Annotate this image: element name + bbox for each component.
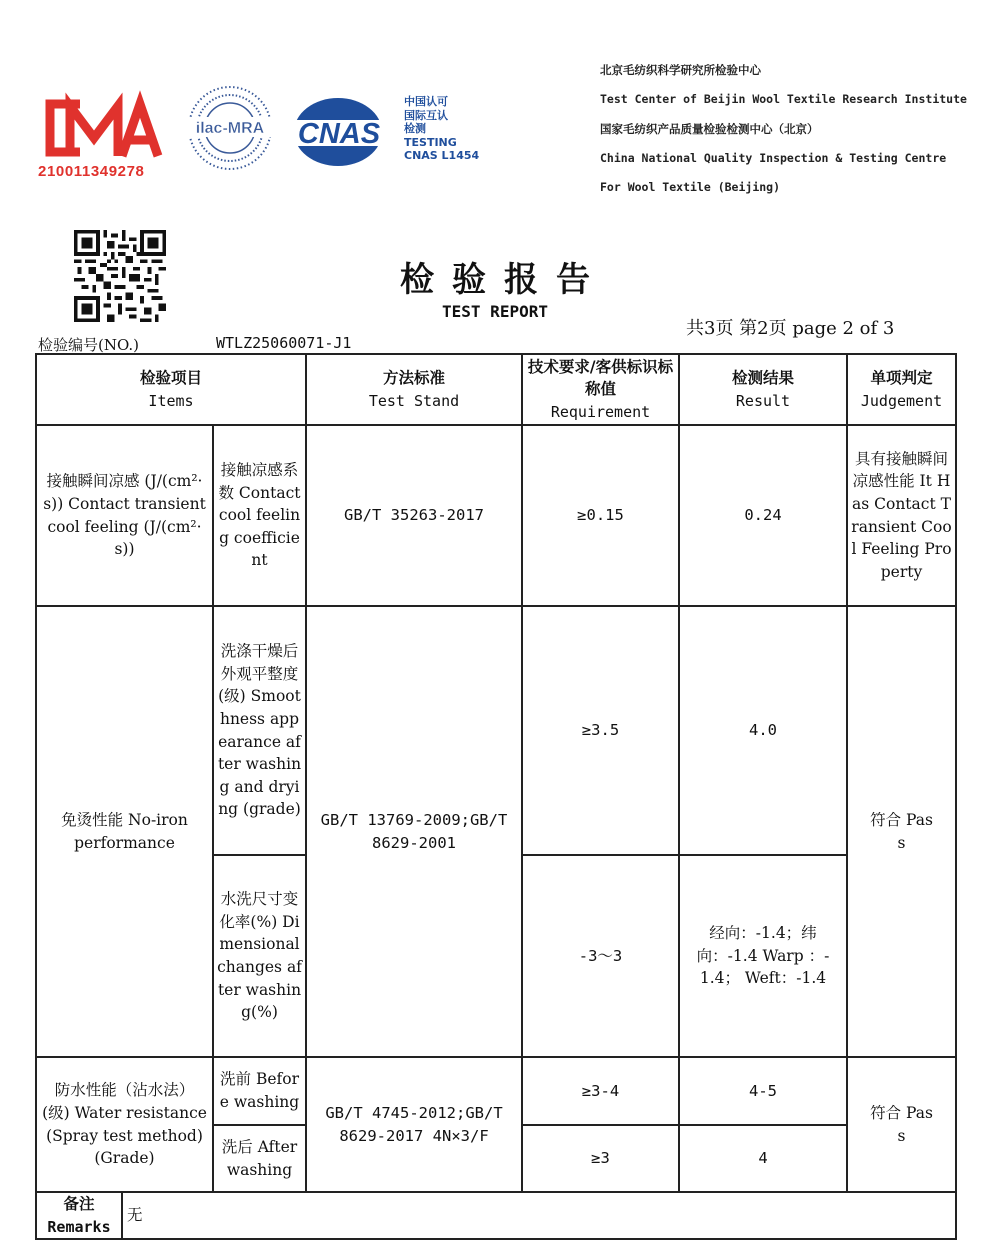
report-title: 检验报告 <box>400 260 608 300</box>
header-judge-cn: 单项判定 <box>870 367 933 387</box>
cma-logo <box>36 90 166 182</box>
header-judge-en: Judgement <box>860 391 943 410</box>
cnas-line: 国际互认 <box>404 108 448 122</box>
header-method-en: Test Stand <box>368 391 460 410</box>
subitem-smoothness: 洗涤干燥后外观平整度(级) Smoothness appearance after washing and drying (grade) <box>213 606 306 855</box>
national-center-name-en: China National Quality Inspection & Testing Centre <box>600 151 947 165</box>
table-row <box>36 425 956 606</box>
method-cool: GB/T 35263-2017 <box>306 425 522 606</box>
item-water-resistance: 防水性能（沾水法）(级) Water resistance (Spray test method) (Grade) <box>36 1057 213 1192</box>
table-header-row <box>36 354 956 425</box>
header-result-cn: 检测结果 <box>731 367 794 387</box>
institution-name-en: Test Center of Beijin Wool Textile Research Institute <box>600 92 967 106</box>
header-method-cn: 方法标准 <box>382 367 445 387</box>
method-water-resistance: GB/T 4745-2012;GB/T 8629-2017 4N×3/F <box>306 1057 522 1192</box>
header-items <box>36 354 306 425</box>
judgement-water-resistance: 符合 Pass <box>847 1057 956 1192</box>
ilac-text: ilac-MRA <box>195 120 265 137</box>
requirement-before-washing: ≥3-4 <box>522 1057 679 1125</box>
remarks-label-cn: 备注 <box>63 1194 95 1213</box>
remarks-row <box>36 1192 956 1239</box>
remarks-label-en: Remarks <box>47 1217 111 1236</box>
header-items-cn: 检验项目 <box>139 367 202 387</box>
institution-name-cn: 北京毛纺织科学研究所检验中心 <box>600 63 761 77</box>
cnas-line: CNAS L1454 <box>404 149 480 162</box>
requirement-dimensional-change: -3～3 <box>522 855 679 1057</box>
national-center-name-cn: 国家毛纺织产品质量检验检测中心（北京） <box>600 122 819 136</box>
subitem-before-washing: 洗前 Before washing <box>213 1057 306 1125</box>
judgement-cool: 具有接触瞬间凉感性能 It Has Contact Transient Cool Feeling Property <box>847 425 956 606</box>
table-row <box>36 606 956 855</box>
result-after-washing: 4 <box>679 1125 847 1192</box>
result-cool: 0.24 <box>679 425 847 606</box>
report-no-value: WTLZ25060071-J1 <box>216 334 352 352</box>
cnas-line: TESTING <box>404 135 457 149</box>
header-items-en: Items <box>148 391 194 410</box>
result-before-washing: 4-5 <box>679 1057 847 1125</box>
header-judgement <box>847 354 956 425</box>
report-no-label: 检验编号(NO.) <box>38 336 140 354</box>
item-cool-feeling: 接触瞬间凉感 (J/(cm²·s)) Contact transient cool feeling (J/(cm²·s)) <box>36 425 213 606</box>
ilac-mra-logo <box>186 84 274 172</box>
requirement-after-washing: ≥3 <box>522 1125 679 1192</box>
cnas-line: 中国认可 <box>404 95 448 108</box>
subitem-cool-coefficient: 接触凉感系数 Contact cool feeling coefficient <box>213 425 306 606</box>
remarks-value: 无 <box>122 1192 956 1239</box>
requirement-cool: ≥0.15 <box>522 425 679 606</box>
table-row <box>36 1057 956 1125</box>
cnas-mark: CNAS <box>297 118 381 150</box>
cma-number: 210011349278 <box>38 163 145 180</box>
header-req-cn: 技术要求/客供标识标称值 <box>527 356 674 399</box>
cnas-accreditation-text <box>404 95 479 163</box>
cnas-line: 检测 <box>404 122 426 135</box>
cnas-logo <box>288 96 392 168</box>
subitem-after-washing: 洗后 After washing <box>213 1125 306 1192</box>
header-result <box>679 354 847 425</box>
requirement-smoothness: ≥3.5 <box>522 606 679 855</box>
national-center-name-en-2: For Wool Textile (Beijing) <box>600 180 781 194</box>
method-no-iron: GB/T 13769-2009;GB/T 8629-2001 <box>306 606 522 1057</box>
subitem-dimensional-change: 水洗尺寸变化率(%) Dimensional changes after washing(%) <box>213 855 306 1057</box>
header-requirement <box>522 354 679 425</box>
test-results-table <box>35 353 957 1240</box>
judgement-no-iron: 符合 Pass <box>847 606 956 1057</box>
remarks-label <box>36 1192 122 1239</box>
report-subtitle: TEST REPORT <box>442 302 548 321</box>
header-req-en: Requirement <box>550 402 651 421</box>
page-indicator: 共3页 第2页 page 2 of 3 <box>686 318 895 339</box>
result-smoothness: 4.0 <box>679 606 847 855</box>
header-method <box>306 354 522 425</box>
item-no-iron: 免烫性能 No-iron performance <box>36 606 213 1057</box>
result-dimensional-change: 经向：-1.4；纬向：-1.4 Warp ：-1.4； Weft：-1.4 <box>679 855 847 1057</box>
header-result-en: Result <box>735 391 791 410</box>
